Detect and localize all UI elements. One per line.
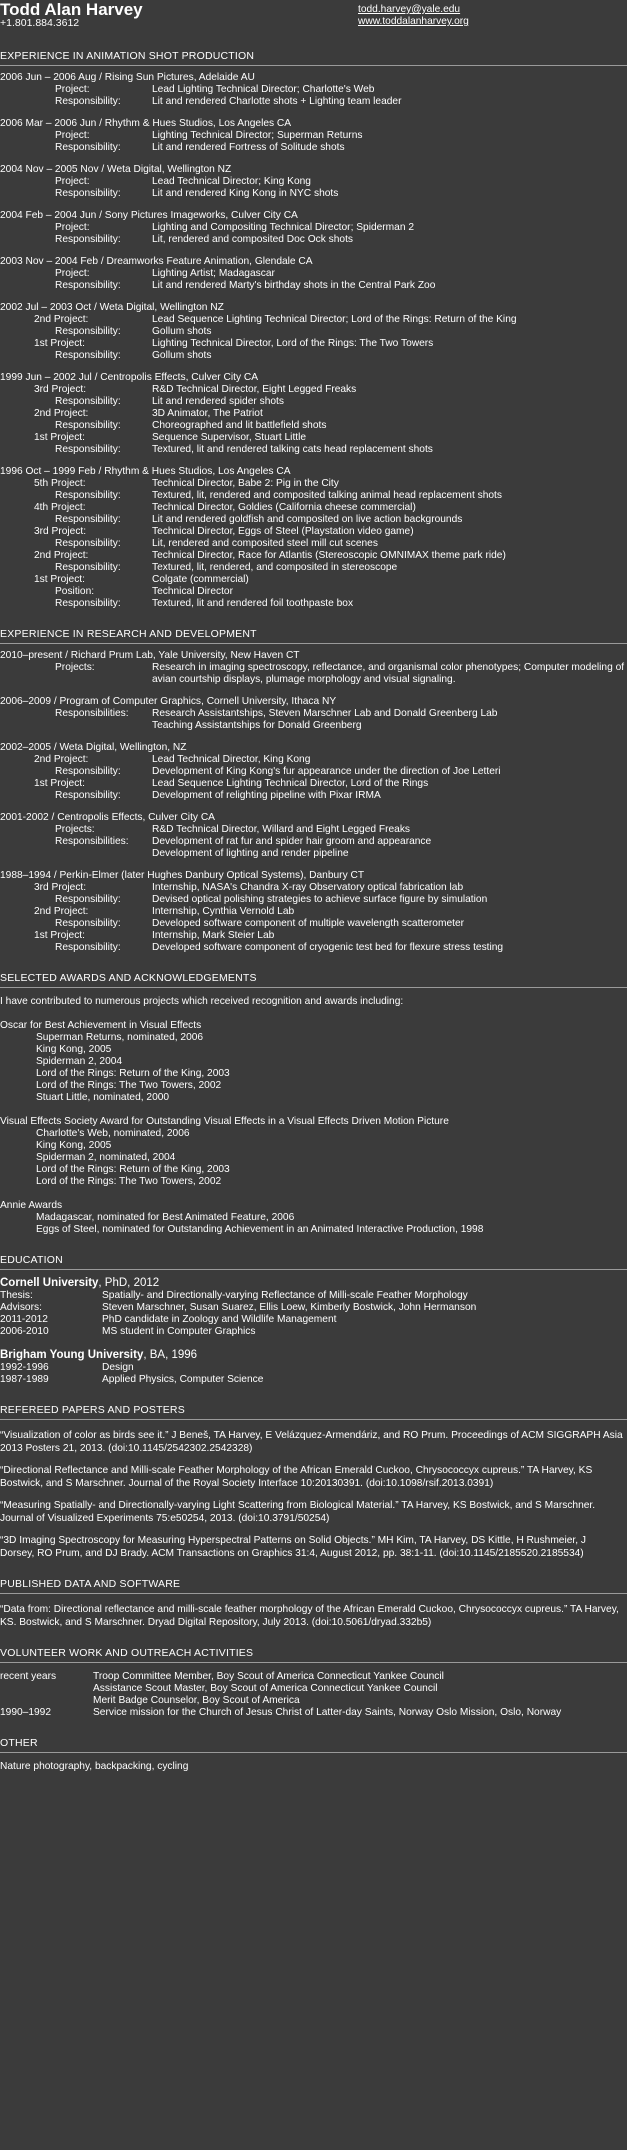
row-value: Lead Lighting Technical Director; Charlotte's Web [152, 84, 375, 95]
entry-row [0, 598, 627, 610]
publication-entry: “Measuring Spatially- and Directionally-varying Light Scattering from Biological Material.” TA Harvey, KS Bostwick, and S Marschner. Journal of Visualized Experiments 75:e50254, 2013. (doi:10.3791/50254) [0, 1500, 596, 1524]
education-section [0, 1254, 627, 1386]
row-value: R&D Technical Director, Willard and Eight Legged Freaks [152, 824, 411, 835]
row-label: Responsibility: [55, 420, 121, 431]
awards-groups [0, 1020, 627, 1236]
school-name: Cornell University [0, 1277, 99, 1289]
awards-intro: I have contributed to numerous projects which received recognition and awards including: [0, 996, 404, 1007]
row-value: Service mission for the Church of Jesus Christ of Latter-day Saints, Norway Oslo Mission, Oslo, Norway [93, 1707, 562, 1718]
row-value: Lit and rendered Charlotte shots + Lighting team leader [152, 96, 402, 107]
entry-row [0, 790, 627, 802]
row-value: Applied Physics, Computer Science [102, 1374, 264, 1385]
row-value: Devised optical polishing strategies to achieve surface figure by simulation [152, 894, 488, 905]
row-value: Merit Badge Counselor, Boy Scout of America [93, 1695, 300, 1706]
row-value: Lighting and Compositing Technical Director; Spiderman 2 [152, 222, 414, 233]
award-item: Lord of the Rings: The Two Towers, 2002 [36, 1176, 222, 1187]
row-value: Lighting Artist; Madagascar [152, 268, 275, 279]
entry-row [0, 708, 627, 720]
entry-row [0, 882, 627, 894]
row-label: recent years [0, 1671, 57, 1682]
row-value: 3D Animator, The Patriot [152, 408, 263, 419]
row-value: Textured, lit, rendered, and composited in stereoscope [152, 562, 398, 573]
entry-row [0, 176, 627, 188]
row-value: Lead Technical Director; King Kong [152, 176, 311, 187]
award-item: Madagascar, nominated for Best Animated Feature, 2006 [36, 1212, 295, 1223]
row-value: Lighting Technical Director; Superman Returns [152, 130, 363, 141]
entry-row [0, 350, 627, 362]
row-value: Internship, Mark Steier Lab [152, 930, 275, 941]
section-divider [0, 1752, 627, 1753]
row-label: Responsibility: [55, 514, 121, 525]
entry-title: 1999 Jun – 2002 Jul / Centropolis Effects, Culver City CA [0, 372, 259, 383]
section-title-papers: REFEREED PAPERS AND POSTERS [0, 1404, 185, 1416]
entry-title: 2004 Feb – 2004 Jun / Sony Pictures Imageworks, Culver City CA [0, 210, 298, 221]
entry-row [0, 514, 627, 526]
section-divider [0, 1419, 627, 1420]
animation-entries [0, 72, 627, 610]
entry-row [0, 526, 627, 538]
entry-row [0, 222, 627, 234]
row-label [0, 1683, 93, 1695]
resume-header [0, 0, 627, 44]
education-school [0, 1348, 627, 1362]
row-label: 2nd Project: [34, 906, 89, 917]
email-link[interactable]: todd.harvey@yale.edu [358, 4, 461, 15]
row-label: Responsibility: [55, 894, 121, 905]
row-label: Responsibility: [55, 96, 121, 107]
row-label: 2nd Project: [34, 550, 89, 561]
row-value: MS student in Computer Graphics [102, 1326, 256, 1337]
row-value: Gollum shots [152, 350, 212, 361]
row-value: Textured, lit and rendered foil toothpaste box [152, 598, 354, 609]
row-value: Technical Director, Goldies (California cheese commercial) [152, 502, 416, 513]
entry-row [0, 234, 627, 246]
entry-row [0, 478, 627, 490]
entry-row [0, 280, 627, 292]
papers-entries [0, 1430, 627, 1560]
entry-row [0, 918, 627, 930]
animation-section [0, 50, 627, 610]
section-title-awards: SELECTED AWARDS AND ACKNOWLEDGEMENTS [0, 972, 257, 984]
row-label: Responsibility: [55, 444, 121, 455]
section-divider [0, 1662, 627, 1663]
entry-title: 2003 Nov – 2004 Feb / Dreamworks Feature Animation, Glendale CA [0, 256, 313, 267]
section-divider [0, 643, 627, 644]
row-label: Project: [55, 130, 90, 141]
entry-title: 2010–present / Richard Prum Lab, Yale University, New Haven CT [0, 650, 300, 661]
entry-title: 2006 Mar – 2006 Jun / Rhythm & Hues Studios, Los Angeles CA [0, 118, 292, 129]
row-value: Development of King Kong's fur appearance under the direction of Joe Letteri [152, 766, 501, 777]
entry-row [0, 326, 627, 338]
experience-entry [0, 696, 627, 732]
volunteer-row [0, 1707, 627, 1719]
website-link[interactable]: www.toddalanharvey.org [358, 16, 469, 27]
row-value: Troop Committee Member, Boy Scout of America Connecticut Yankee Council [93, 1671, 444, 1682]
award-item: Lord of the Rings: The Two Towers, 2002 [36, 1080, 222, 1091]
volunteer-entries [0, 1671, 627, 1719]
row-value: Assistance Scout Master, Boy Scout of America Connecticut Yankee Council [93, 1683, 438, 1694]
row-value: Choreographed and lit battlefield shots [152, 420, 327, 431]
section-title-education: EDUCATION [0, 1254, 63, 1266]
row-label: 2nd Project: [34, 408, 89, 419]
awards-section [0, 972, 627, 1236]
row-label: 2nd Project: [34, 314, 89, 325]
experience-entry [0, 466, 627, 610]
row-label: 1st Project: [34, 574, 85, 585]
row-label: Projects: [55, 662, 95, 673]
entry-title: 2006–2009 / Program of Computer Graphics, Cornell University, Ithaca NY [0, 696, 337, 707]
entry-row [0, 490, 627, 502]
entry-row [0, 574, 627, 586]
row-value: Technical Director, Babe 2: Pig in the City [152, 478, 339, 489]
row-label: 1st Project: [34, 432, 85, 443]
entry-row [0, 142, 627, 154]
school-name: Brigham Young University [0, 1349, 144, 1361]
row-label [0, 1695, 93, 1707]
row-label: Responsibility: [55, 538, 121, 549]
entry-row [0, 314, 627, 326]
row-label: Responsibility: [55, 396, 121, 407]
section-title-volunteer: VOLUNTEER WORK AND OUTREACH ACTIVITIES [0, 1647, 254, 1659]
award-item: King Kong, 2005 [36, 1140, 112, 1151]
row-value: Lit and rendered Marty's birthday shots in the Central Park Zoo [152, 280, 436, 291]
row-value: Internship, NASA's Chandra X-ray Observatory optical fabrication lab [152, 882, 464, 893]
education-row [0, 1326, 627, 1338]
school-degree: , PhD, 2012 [98, 1277, 160, 1289]
entry-row [0, 420, 627, 432]
row-value: Lit and rendered spider shots [152, 396, 284, 407]
row-label: Responsibility: [55, 942, 121, 953]
entry-row [0, 338, 627, 350]
research-section [0, 628, 627, 954]
education-row [0, 1362, 627, 1374]
entry-row [0, 766, 627, 778]
experience-entry [0, 742, 627, 802]
entry-title: 2002 Jul – 2003 Oct / Weta Digital, Wellington NZ [0, 302, 224, 313]
row-label: Project: [55, 176, 90, 187]
row-value: PhD candidate in Zoology and Wildlife Management [102, 1314, 337, 1325]
entry-title: 2006 Jun – 2006 Aug / Rising Sun Pictures, Adelaide AU [0, 72, 255, 83]
entry-row [0, 268, 627, 280]
entry-row [0, 408, 627, 420]
row-label: 3rd Project: [34, 384, 87, 395]
volunteer-section [0, 1647, 627, 1719]
row-value: Textured, lit and rendered talking cats head replacement shots [152, 444, 433, 455]
experience-entry [0, 302, 627, 362]
row-value: Teaching Assistantships for Donald Greenberg [152, 720, 362, 731]
entry-row [0, 824, 627, 836]
row-value: Lit and rendered goldfish and composited on live action backgrounds [152, 514, 463, 525]
person-name: Todd Alan Harvey [0, 0, 143, 19]
award-item: Lord of the Rings: Return of the King, 2003 [36, 1164, 230, 1175]
row-value: Lead Technical Director, King Kong [152, 754, 311, 765]
other-section [0, 1737, 627, 1773]
row-value: Steven Marschner, Susan Suarez, Ellis Loew, Kimberly Bostwick, John Hermanson [102, 1302, 477, 1313]
row-label: Project: [55, 268, 90, 279]
experience-entry [0, 164, 627, 200]
education-school [0, 1276, 627, 1290]
row-value: Development of rat fur and spider hair groom and appearance [152, 836, 432, 847]
row-value: Developed software component of multiple wavelength scatterometer [152, 918, 465, 929]
row-label: Responsibilities: [55, 708, 129, 719]
publication-entry: “3D Imaging Spectroscopy for Measuring Hyperspectral Patterns on Solid Objects.” MH Kim, TA Harvey, DS Kittle, H Rushmeier, J Dorsey, RO Prum, and DJ Brady. ACM Transactions on Graphics 31:4, August 2012, pp. 38:1-11. (doi:10.1145/2185520.2185534) [0, 1535, 586, 1559]
publication-entry: “Directional Reflectance and Milli-scale Feather Morphology of the African Emerald Cuckoo, Chrysococcyx cupreus.” TA Harvey, KS Bostwick, and S Marschner. Journal of the Royal Society Interface 10:20130391. (doi:10.1098/rsif.2013.0391) [0, 1465, 593, 1489]
volunteer-row [0, 1695, 627, 1707]
row-label: 1987-1989 [0, 1374, 49, 1385]
education-row [0, 1314, 627, 1326]
data-entries [0, 1604, 627, 1629]
award-title: Oscar for Best Achievement in Visual Effects [0, 1020, 202, 1031]
award-item: Spiderman 2, nominated, 2004 [36, 1152, 176, 1163]
row-label [0, 720, 152, 732]
entry-title: 2001-2002 / Centropolis Effects, Culver City CA [0, 812, 215, 823]
entry-title: 2004 Nov – 2005 Nov / Weta Digital, Wellington NZ [0, 164, 232, 175]
row-value: Textured, lit, rendered and composited talking animal head replacement shots [152, 490, 502, 501]
school-degree: , BA, 1996 [143, 1349, 198, 1361]
award-item: Stuart Little, nominated, 2000 [36, 1092, 170, 1103]
row-label: Responsibility: [55, 326, 121, 337]
row-value: Sequence Supervisor, Stuart Little [152, 432, 307, 443]
entry-row [0, 562, 627, 574]
row-label: 1st Project: [34, 930, 85, 941]
row-value: Lit, rendered and composited steel mill cut scenes [152, 538, 378, 549]
phone-number: +1.801.884.3612 [0, 17, 80, 29]
row-value: Spatially- and Directionally-varying Reflectance of Milli-scale Feather Morphology [102, 1290, 468, 1301]
entry-row [0, 894, 627, 906]
entry-title: 2002–2005 / Weta Digital, Wellington, NZ [0, 742, 187, 753]
award-item: King Kong, 2005 [36, 1044, 112, 1055]
section-title-animation: EXPERIENCE IN ANIMATION SHOT PRODUCTION [0, 50, 255, 62]
row-label: Responsibility: [55, 280, 121, 291]
entry-row [0, 942, 627, 954]
entry-row [0, 188, 627, 200]
experience-entry [0, 870, 627, 954]
data-section [0, 1578, 627, 1629]
award-item: Lord of the Rings: Return of the King, 2003 [36, 1068, 230, 1079]
volunteer-row [0, 1671, 627, 1683]
row-label: Responsibility: [55, 350, 121, 361]
entry-row [0, 396, 627, 408]
entry-row [0, 502, 627, 514]
row-value: Colgate (commercial) [152, 574, 249, 585]
row-value: Lit and rendered King Kong in NYC shots [152, 188, 339, 199]
row-value: Lead Sequence Lighting Technical Director, Lord of the Rings [152, 778, 429, 789]
entry-row [0, 96, 627, 108]
volunteer-row [0, 1683, 627, 1695]
row-label: 1st Project: [34, 338, 85, 349]
row-value: Lit, rendered and composited Doc Ock shots [152, 234, 354, 245]
row-label: Advisors: [0, 1302, 42, 1313]
row-value: Lighting Technical Director, Lord of the Rings: The Two Towers [152, 338, 434, 349]
entry-row [0, 432, 627, 444]
row-label: Responsibility: [55, 142, 121, 153]
row-value: Developed software component of cryogenic test bed for flexure stress testing [152, 942, 504, 953]
entry-row [0, 778, 627, 790]
experience-entry [0, 650, 627, 686]
experience-entry [0, 72, 627, 108]
award-item: Superman Returns, nominated, 2006 [36, 1032, 204, 1043]
experience-entry [0, 118, 627, 154]
row-label: Projects: [55, 824, 95, 835]
section-title-research: EXPERIENCE IN RESEARCH AND DEVELOPMENT [0, 628, 257, 640]
row-label [0, 848, 152, 860]
papers-section [0, 1404, 627, 1560]
award-title: Visual Effects Society Award for Outstanding Visual Effects in a Visual Effects Driven Motion Picture [0, 1116, 449, 1127]
row-label: Responsibility: [55, 234, 121, 245]
row-value: Lit and rendered Fortress of Solitude shots [152, 142, 345, 153]
section-divider [0, 1269, 627, 1270]
section-divider [0, 987, 627, 988]
experience-entry [0, 256, 627, 292]
award-item: Charlotte's Web, nominated, 2006 [36, 1128, 190, 1139]
row-value: R&D Technical Director, Eight Legged Freaks [152, 384, 357, 395]
award-item: Spiderman 2, 2004 [36, 1056, 123, 1067]
entry-row [0, 130, 627, 142]
contact-block [358, 4, 469, 28]
education-row [0, 1302, 627, 1314]
entry-title: 1988–1994 / Perkin-Elmer (later Hughes Danbury Optical Systems), Danbury CT [0, 870, 365, 881]
row-value: Research in imaging spectroscopy, reflectance, and organismal color phenotypes; Computer modeling of avian courtship displays, plumage morphology and visual signaling. [152, 662, 625, 685]
row-label: 2011-2012 [0, 1314, 48, 1325]
section-title-other: OTHER [0, 1737, 38, 1749]
entry-row [0, 836, 627, 848]
section-title-data: PUBLISHED DATA AND SOFTWARE [0, 1578, 181, 1590]
entry-row [0, 444, 627, 456]
award-item: Eggs of Steel, nominated for Outstanding Achievement in an Animated Interactive Production, 1998 [36, 1224, 484, 1235]
row-value: Technical Director, Eggs of Steel (Playstation video game) [152, 526, 414, 537]
row-label: 1992-1996 [0, 1362, 49, 1373]
row-value: Technical Director, Race for Atlantis (Stereoscopic OMNIMAX theme park ride) [152, 550, 506, 561]
entry-row [0, 84, 627, 96]
row-value: Internship, Cynthia Vernold Lab [152, 906, 295, 917]
row-value: Design [102, 1362, 134, 1373]
education-entries [0, 1276, 627, 1386]
entry-row [0, 586, 627, 598]
entry-row [0, 930, 627, 942]
row-label: Responsibility: [55, 188, 121, 199]
row-value: Development of relighting pipeline with Pixar IRMA [152, 790, 381, 801]
section-divider [0, 1593, 627, 1594]
row-label: Project: [55, 222, 90, 233]
section-divider [0, 65, 627, 66]
row-label: 3rd Project: [34, 882, 87, 893]
education-row [0, 1374, 627, 1386]
entry-row [0, 384, 627, 396]
row-label: Responsibility: [55, 918, 121, 929]
experience-entry [0, 210, 627, 246]
row-label: Thesis: [0, 1290, 33, 1301]
row-value: Technical Director [152, 586, 233, 597]
row-label: 5th Project: [34, 478, 86, 489]
row-label: 2006-2010 [0, 1326, 49, 1337]
experience-entry [0, 812, 627, 860]
education-row [0, 1290, 627, 1302]
row-label: Project: [55, 84, 90, 95]
row-label: Position: [55, 586, 95, 597]
row-label: 4th Project: [34, 502, 86, 513]
research-entries [0, 650, 627, 954]
publication-entry: “Visualization of color as birds see it.” J Beneš, TA Harvey, E Velázquez-Armendáriz, and RO Prum. Proceedings of ACM SIGGRAPH Asia 2013 Posters 21, 2013. (doi:10.1145/2542302.2542328) [0, 1430, 623, 1454]
row-label: 3rd Project: [34, 526, 87, 537]
row-label: Responsibilities: [55, 836, 129, 847]
row-label: Responsibility: [55, 598, 121, 609]
row-value: Development of lighting and render pipeline [152, 848, 349, 859]
entry-row [0, 538, 627, 550]
row-label: 1st Project: [34, 778, 85, 789]
row-label: Responsibility: [55, 562, 121, 573]
entry-row [0, 906, 627, 918]
row-label: 1990–1992 [0, 1707, 51, 1718]
row-value: Lead Sequence Lighting Technical Director; Lord of the Rings: Return of the King [152, 314, 517, 325]
entry-row [0, 662, 627, 686]
other-text: Nature photography, backpacking, cycling [0, 1761, 189, 1772]
publication-entry: “Data from: Directional reflectance and milli-scale feather morphology of the African Emerald Cuckoo, Chrysococcyx cupreus.” TA Harvey, KS. Bostwick, and S Marschner. Dryad Digital Repository, July 2013. (doi:10.5061/dryad.332b5) [0, 1604, 619, 1628]
entry-row [0, 848, 627, 860]
row-value: Research Assistantships, Steven Marschner Lab and Donald Greenberg Lab [152, 708, 498, 719]
entry-row [0, 754, 627, 766]
entry-title: 1996 Oct – 1999 Feb / Rhythm & Hues Studios, Los Angeles CA [0, 466, 291, 477]
experience-entry [0, 372, 627, 456]
row-label: 2nd Project: [34, 754, 89, 765]
row-label: Responsibility: [55, 766, 121, 777]
row-value: Gollum shots [152, 326, 212, 337]
row-label: Responsibility: [55, 790, 121, 801]
entry-row [0, 550, 627, 562]
award-title: Annie Awards [0, 1200, 63, 1211]
row-label: Responsibility: [55, 490, 121, 501]
entry-row [0, 720, 627, 732]
